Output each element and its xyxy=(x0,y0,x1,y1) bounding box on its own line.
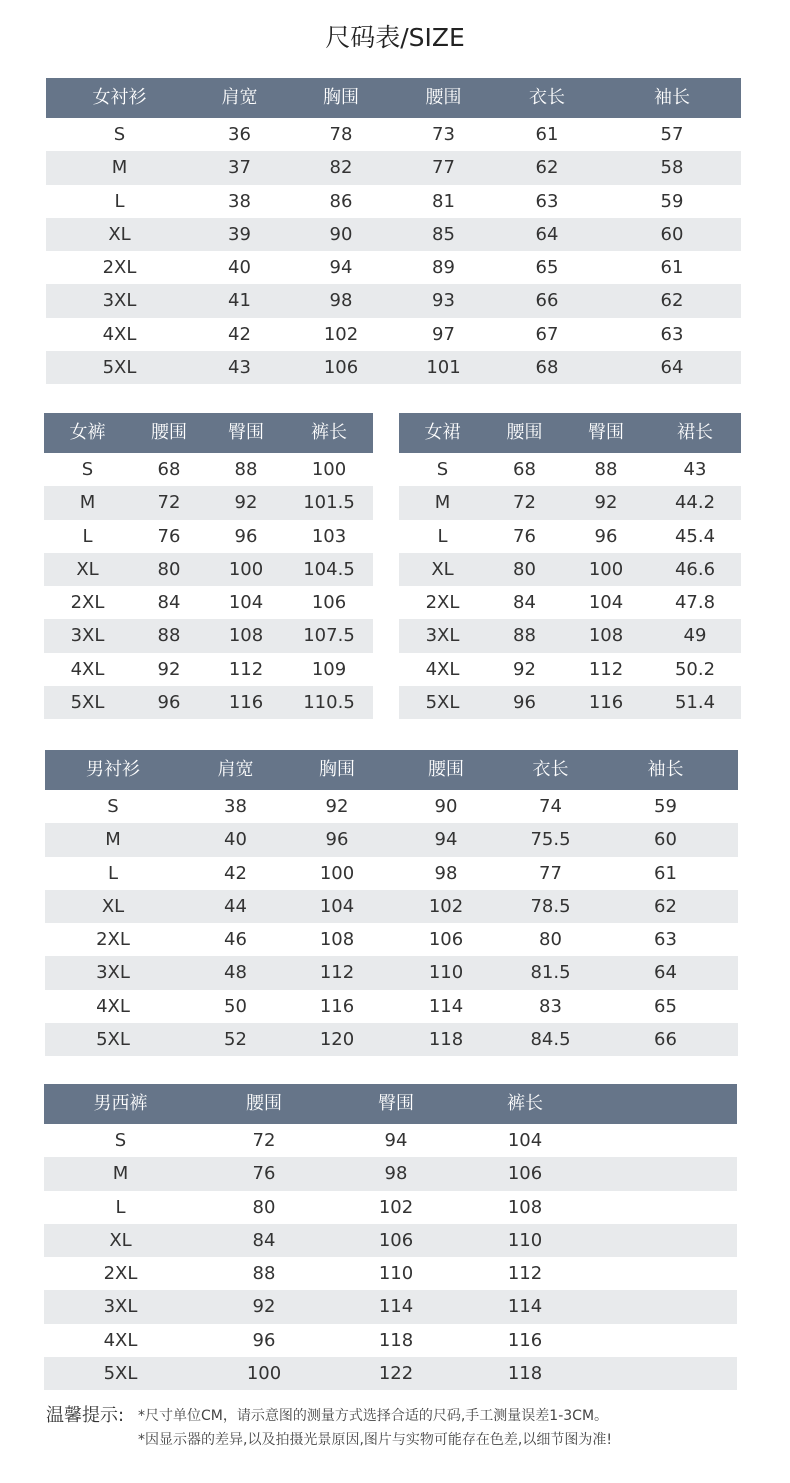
womens-pants-size-table xyxy=(44,413,373,719)
measurement-cell: 66 xyxy=(491,284,603,317)
measurement-cell: 108 xyxy=(563,619,649,652)
measurement-cell: 108 xyxy=(319,929,355,951)
column-header: 裙长 xyxy=(649,413,741,453)
measurement-cell: 78.5 xyxy=(508,890,593,923)
measurement-cell: 97 xyxy=(432,323,455,345)
measurement-cell: 38 xyxy=(224,796,247,817)
size-label-cell: XL xyxy=(46,218,193,251)
column-header: 腰围 xyxy=(396,78,491,118)
measurement-cell: 96 xyxy=(290,823,384,856)
measurement-cell: 75.5 xyxy=(508,823,593,856)
measurement-cell: 64 xyxy=(491,218,603,251)
measurement-cell: 101.5 xyxy=(285,486,373,519)
size-label-cell: L xyxy=(107,862,119,884)
measurement-cell: 116 xyxy=(507,1329,543,1351)
measurement-cell: 112 xyxy=(588,658,624,680)
measurement-cell: 74 xyxy=(539,796,562,817)
column-header: 女衬衫 xyxy=(46,78,193,118)
measurement-cell: 37 xyxy=(193,151,286,184)
measurement-cell xyxy=(589,1290,737,1323)
measurement-cell: 62 xyxy=(603,284,741,317)
warm-tips-label: 温馨提示: xyxy=(46,1405,125,1426)
measurement-cell: 116 xyxy=(207,686,285,719)
measurement-cell: 94 xyxy=(329,257,353,279)
measurement-cell: 92 xyxy=(157,658,181,680)
measurement-cell: 98 xyxy=(331,1157,461,1190)
measurement-cell: 84.5 xyxy=(508,1023,593,1056)
measurement-cell: 62 xyxy=(593,890,738,923)
measurement-cell: 90 xyxy=(286,218,396,251)
measurement-cell: 90 xyxy=(434,796,458,817)
measurement-cell: 106 xyxy=(461,1157,589,1190)
measurement-cell: 88 xyxy=(234,459,258,480)
measurement-cell: 48 xyxy=(181,956,290,989)
measurement-cell: 59 xyxy=(654,796,677,817)
measurement-cell: 72 xyxy=(131,486,207,519)
measurement-cell: 118 xyxy=(461,1357,589,1390)
measurement-cell: 61 xyxy=(654,862,677,884)
measurement-cell: 110 xyxy=(461,1224,589,1257)
measurement-cell: 118 xyxy=(384,1023,508,1056)
measurement-cell: 89 xyxy=(432,257,455,279)
measurement-cell: 43 xyxy=(193,351,286,384)
measurement-cell: 61 xyxy=(535,124,559,145)
column-header: 腰围 xyxy=(384,750,508,790)
measurement-cell: 62 xyxy=(491,151,603,184)
measurement-cell: 44.2 xyxy=(649,486,741,519)
measurement-cell: 100 xyxy=(563,553,649,586)
column-header: 男衬衫 xyxy=(45,750,181,790)
measurement-cell: 60 xyxy=(593,823,738,856)
size-label-cell: L xyxy=(82,525,93,547)
size-label-cell: XL xyxy=(44,553,131,586)
measurement-cell: 50.2 xyxy=(674,658,716,680)
size-label-cell: M xyxy=(44,1157,197,1190)
measurement-cell: 38 xyxy=(228,190,251,212)
measurement-cell: 84 xyxy=(513,592,536,614)
measurement-cell: 68 xyxy=(513,459,536,480)
column-header: 腰围 xyxy=(131,413,207,453)
measurement-cell: 93 xyxy=(396,284,491,317)
measurement-cell: 65 xyxy=(535,257,559,279)
column-header: 腰围 xyxy=(486,413,563,453)
size-label-cell: L xyxy=(437,525,448,547)
measurement-cell: 88 xyxy=(252,1263,276,1285)
size-label-cell: 2XL xyxy=(70,592,105,614)
measurement-cell: 49 xyxy=(649,619,741,652)
column-header: 肩宽 xyxy=(181,750,290,790)
size-label-cell: 4XL xyxy=(425,658,460,680)
measurement-cell: 114 xyxy=(331,1290,461,1323)
measurement-cell: 106 xyxy=(331,1224,461,1257)
measurement-cell xyxy=(589,1157,737,1190)
measurement-cell: 36 xyxy=(228,124,251,145)
column-header: 臀围 xyxy=(331,1084,461,1124)
size-label-cell: S xyxy=(114,1130,127,1151)
measurement-cell: 92 xyxy=(325,796,349,817)
measurement-cell: 100 xyxy=(319,862,355,884)
measurement-cell: 51.4 xyxy=(649,686,741,719)
size-label-cell: 5XL xyxy=(44,1357,197,1390)
mens-trousers-size-table xyxy=(44,1084,737,1390)
measurement-cell: 112 xyxy=(507,1263,543,1285)
measurement-cell: 63 xyxy=(654,929,677,951)
measurement-cell: 65 xyxy=(654,995,677,1017)
measurement-cell: 86 xyxy=(329,190,353,212)
measurement-cell: 101 xyxy=(396,351,491,384)
measurement-cell: 63 xyxy=(660,323,684,345)
measurement-cell: 92 xyxy=(563,486,649,519)
size-label-cell: S xyxy=(436,459,449,480)
measurement-cell: 96 xyxy=(234,525,258,547)
size-label-cell: 2XL xyxy=(425,592,460,614)
measurement-cell: 110 xyxy=(384,956,508,989)
size-label-cell: 5XL xyxy=(44,686,131,719)
measurement-cell: 57 xyxy=(660,124,684,145)
measurement-cell: 39 xyxy=(193,218,286,251)
measurement-cell: 47.8 xyxy=(674,592,716,614)
size-label-cell: L xyxy=(115,1196,126,1218)
column-header: 裤长 xyxy=(461,1084,589,1124)
measurement-cell: 108 xyxy=(207,619,285,652)
measurement-cell: 118 xyxy=(378,1329,414,1351)
measurement-cell: 116 xyxy=(319,995,355,1017)
measurement-cell: 41 xyxy=(193,284,286,317)
measurement-cell: 61 xyxy=(660,257,684,279)
column-header xyxy=(589,1084,737,1124)
measurement-cell: 80 xyxy=(539,929,562,951)
column-header: 衣长 xyxy=(508,750,593,790)
measurement-cell: 40 xyxy=(181,823,290,856)
size-label-cell: L xyxy=(114,190,125,212)
measurement-cell: 107.5 xyxy=(285,619,373,652)
measurement-cell: 80 xyxy=(131,553,207,586)
measurement-cell: 110 xyxy=(378,1263,414,1285)
size-label-cell: S xyxy=(113,124,126,145)
measurement-cell: 44 xyxy=(181,890,290,923)
measurement-cell: 92 xyxy=(513,658,536,680)
measurement-cell: 96 xyxy=(252,1329,276,1351)
size-label-cell: 2XL xyxy=(96,929,130,951)
measurement-cell: 106 xyxy=(286,351,396,384)
measurement-cell: 83 xyxy=(539,995,562,1017)
measurement-cell: 67 xyxy=(535,323,559,345)
column-header: 袖长 xyxy=(603,78,741,118)
measurement-cell: 112 xyxy=(228,658,264,680)
measurement-cell: 42 xyxy=(224,862,247,884)
measurement-cell: 46 xyxy=(224,929,247,951)
measurement-cell: 102 xyxy=(384,890,508,923)
measurement-cell: 64 xyxy=(603,351,741,384)
size-label-cell: 3XL xyxy=(45,956,181,989)
size-label-cell: 3XL xyxy=(46,284,193,317)
measurement-cell: 80 xyxy=(486,553,563,586)
measurement-cell: 60 xyxy=(603,218,741,251)
measurement-cell: 80 xyxy=(252,1196,276,1218)
measurement-cell: 100 xyxy=(197,1357,331,1390)
womens-shirt-size-table xyxy=(46,78,741,384)
measurement-cell: 112 xyxy=(290,956,384,989)
column-header: 男西裤 xyxy=(44,1084,197,1124)
measurement-cell: 63 xyxy=(535,190,559,212)
column-header: 女裤 xyxy=(44,413,131,453)
measurement-cell: 88 xyxy=(486,619,563,652)
size-label-cell: XL xyxy=(44,1224,197,1257)
column-header: 袖长 xyxy=(593,750,738,790)
column-header: 腰围 xyxy=(197,1084,331,1124)
measurement-cell: 96 xyxy=(486,686,563,719)
measurement-cell: 76 xyxy=(197,1157,331,1190)
size-label-cell: 2XL xyxy=(103,1263,138,1285)
measurement-cell: 43 xyxy=(683,459,707,480)
measurement-cell: 59 xyxy=(660,190,684,212)
measurement-cell: 100 xyxy=(311,459,347,480)
measurement-cell: 78 xyxy=(329,124,353,145)
measurement-cell: 104 xyxy=(290,890,384,923)
measurement-cell: 42 xyxy=(228,323,251,345)
size-label-cell: 4XL xyxy=(102,323,137,345)
measurement-cell: 84 xyxy=(157,592,181,614)
measurement-cell: 82 xyxy=(286,151,396,184)
measurement-cell: 72 xyxy=(486,486,563,519)
size-label-cell: M xyxy=(45,823,181,856)
size-label-cell: M xyxy=(399,486,486,519)
measurement-cell: 108 xyxy=(507,1196,543,1218)
measurement-cell xyxy=(589,1124,737,1157)
warm-tips-line-2: *因显示器的差异,以及拍摄光景原因,图片与实物可能存在色差,以细节图为准! xyxy=(138,1432,612,1448)
measurement-cell: 104 xyxy=(228,592,264,614)
size-label-cell: M xyxy=(46,151,193,184)
size-label-cell: S xyxy=(81,459,94,480)
size-label-cell: 2XL xyxy=(102,257,137,279)
size-label-cell: 4XL xyxy=(103,1329,138,1351)
measurement-cell: 94 xyxy=(384,823,508,856)
measurement-cell: 120 xyxy=(290,1023,384,1056)
measurement-cell: 77 xyxy=(539,862,562,884)
size-label-cell: 3XL xyxy=(44,619,131,652)
measurement-cell: 94 xyxy=(384,1130,408,1151)
measurement-cell: 58 xyxy=(603,151,741,184)
measurement-cell: 106 xyxy=(311,592,347,614)
column-header: 臀围 xyxy=(563,413,649,453)
measurement-cell: 50 xyxy=(224,995,247,1017)
column-header: 胸围 xyxy=(290,750,384,790)
mens-shirt-size-table xyxy=(45,750,738,1056)
measurement-cell: 114 xyxy=(428,995,464,1017)
measurement-cell: 46.6 xyxy=(649,553,741,586)
measurement-cell: 76 xyxy=(157,525,181,547)
measurement-cell: 92 xyxy=(197,1290,331,1323)
column-header: 衣长 xyxy=(491,78,603,118)
measurement-cell xyxy=(589,1224,737,1257)
size-label-cell: 4XL xyxy=(70,658,105,680)
measurement-cell xyxy=(589,1357,737,1390)
measurement-cell: 66 xyxy=(593,1023,738,1056)
page-title: 尺码表/SIZE xyxy=(325,23,465,52)
measurement-cell: 68 xyxy=(157,459,181,480)
measurement-cell: 96 xyxy=(131,686,207,719)
size-label-cell: 5XL xyxy=(45,1023,181,1056)
measurement-cell: 102 xyxy=(378,1196,414,1218)
womens-skirt-size-table xyxy=(399,413,741,719)
measurement-cell xyxy=(589,1191,737,1224)
measurement-cell: 110.5 xyxy=(285,686,373,719)
measurement-cell: 104.5 xyxy=(285,553,373,586)
measurement-cell: 92 xyxy=(207,486,285,519)
measurement-cell: 64 xyxy=(593,956,738,989)
column-header: 肩宽 xyxy=(193,78,286,118)
measurement-cell: 116 xyxy=(563,686,649,719)
measurement-cell: 73 xyxy=(432,124,455,145)
measurement-cell: 72 xyxy=(252,1130,276,1151)
measurement-cell: 104 xyxy=(507,1130,543,1151)
measurement-cell: 98 xyxy=(434,862,458,884)
column-header: 女裙 xyxy=(399,413,486,453)
column-header: 胸围 xyxy=(286,78,396,118)
measurement-cell: 106 xyxy=(428,929,464,951)
measurement-cell: 52 xyxy=(181,1023,290,1056)
measurement-cell: 98 xyxy=(286,284,396,317)
measurement-cell: 45.4 xyxy=(674,525,716,547)
size-label-cell: XL xyxy=(45,890,181,923)
measurement-cell: 81.5 xyxy=(508,956,593,989)
measurement-cell: 114 xyxy=(461,1290,589,1323)
measurement-cell: 102 xyxy=(323,323,359,345)
size-label-cell: S xyxy=(107,796,119,817)
measurement-cell: 109 xyxy=(311,658,347,680)
size-label-cell: 5XL xyxy=(399,686,486,719)
size-label-cell: 3XL xyxy=(399,619,486,652)
size-label-cell: M xyxy=(44,486,131,519)
measurement-cell: 40 xyxy=(228,257,251,279)
column-header: 臀围 xyxy=(207,413,285,453)
measurement-cell: 77 xyxy=(396,151,491,184)
size-label-cell: 3XL xyxy=(44,1290,197,1323)
measurement-cell: 100 xyxy=(207,553,285,586)
size-label-cell: XL xyxy=(399,553,486,586)
size-label-cell: 4XL xyxy=(96,995,130,1017)
column-header: 裤长 xyxy=(285,413,373,453)
measurement-cell: 85 xyxy=(396,218,491,251)
measurement-cell: 76 xyxy=(513,525,536,547)
measurement-cell: 88 xyxy=(131,619,207,652)
measurement-cell: 122 xyxy=(331,1357,461,1390)
measurement-cell: 103 xyxy=(311,525,347,547)
measurement-cell: 88 xyxy=(594,459,618,480)
measurement-cell xyxy=(589,1324,737,1357)
warm-tips-line-1: *尺寸单位CM，请示意图的测量方式选择合适的尺码,手工测量误差1-3CM。 xyxy=(138,1408,609,1424)
measurement-cell: 104 xyxy=(588,592,624,614)
measurement-cell xyxy=(589,1257,737,1290)
size-label-cell: 5XL xyxy=(46,351,193,384)
measurement-cell: 68 xyxy=(491,351,603,384)
measurement-cell: 81 xyxy=(432,190,455,212)
measurement-cell: 84 xyxy=(197,1224,331,1257)
measurement-cell: 96 xyxy=(594,525,618,547)
